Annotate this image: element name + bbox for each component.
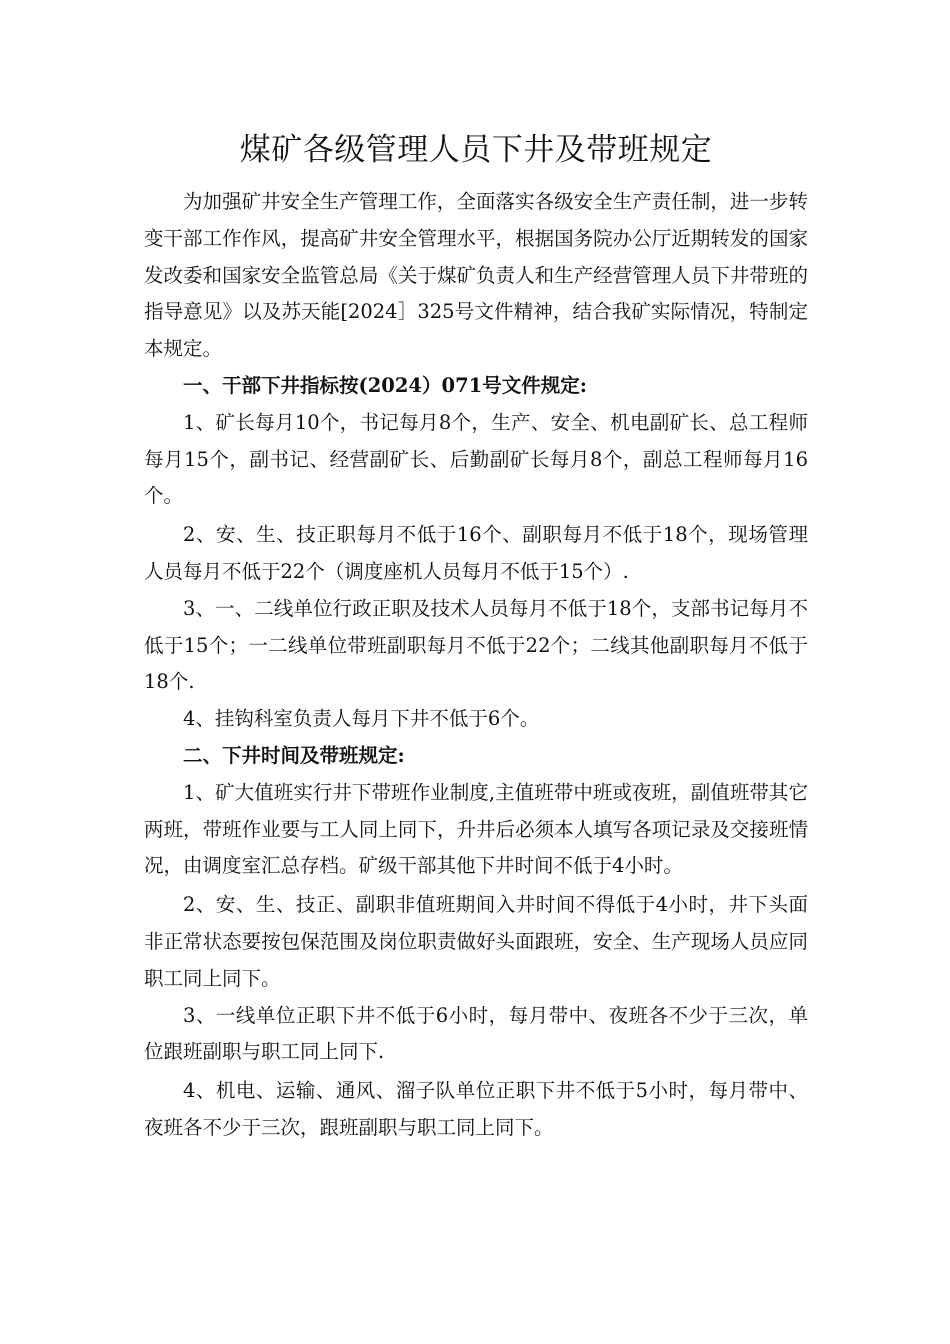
section-2-item-2: 2、安、生、技正、副职非值班期间入井时间不得低于4小时，井下头面非正常状态要按包保范围及岗位职责做好头面跟班，安全、生产现场人员应同职工同上同下。 (144, 893, 808, 990)
intro-paragraph: 为加强矿井安全生产管理工作，全面落实各级安全生产责任制，进一步转变干部工作作风，提高矿井安全管理水平，根据国务院办公厅近期转发的国家发改委和国家安全监管总局《关于煤矿负责人和生产经营管理人员下井带班的指导意见》以及苏天能[2024］325号文件精神，结合我矿实际情况，特制定本规定。 (144, 190, 808, 361)
section-2-item-1: 1、矿大值班实行井下带班作业制度,主值班带中班或夜班，副值班带其它两班，带班作业要与工人同上同下，升井后必须本人填写各项记录及交接班情况，由调度室汇总存档。矿级干部其他下井时间不低于4小时。 (144, 780, 808, 878)
document-title: 煤矿各级管理人员下井及带班规定 (239, 132, 713, 168)
section-2-item-4: 4、机电、运输、通风、溜子队单位正职下井不低于5小时，每月带中、夜班各不少于三次，跟班副职与职工同上同下。 (144, 1079, 808, 1139)
section-1-heading: 一、干部下井指标按(2024）071号文件规定: (183, 373, 587, 397)
section-2-heading: 二、下井时间及带班规定: (183, 743, 405, 767)
document-body (144, 128, 808, 1147)
section-1-item-2: 2、安、生、技正职每月不低于16个、副职每月不低于18个，现场管理人员每月不低于22个（调度座机人员每月不低于15个）. (144, 523, 808, 583)
section-1-item-4: 4、挂钩科室负责人每月下井不低于6个。 (183, 707, 540, 731)
section-1-item-1: 1、矿长每月10个，书记每月8个，生产、安全、机电副矿长、总工程师每月15个，副书记、经营副矿长、后勤副矿长每月8个，副总工程师每月16个。 (144, 410, 808, 508)
section-2-item-3: 3、一线单位正职下井不低于6小时，每月带中、夜班各不少于三次，单位跟班副职与职工同上同下. (144, 1003, 808, 1064)
section-1-item-3: 3、一、二线单位行政正职及技术人员每月不低于18个，支部书记每月不低于15个；一二线单位带班副职每月不低于22个；二线其他副职每月不低于18个. (144, 596, 808, 694)
